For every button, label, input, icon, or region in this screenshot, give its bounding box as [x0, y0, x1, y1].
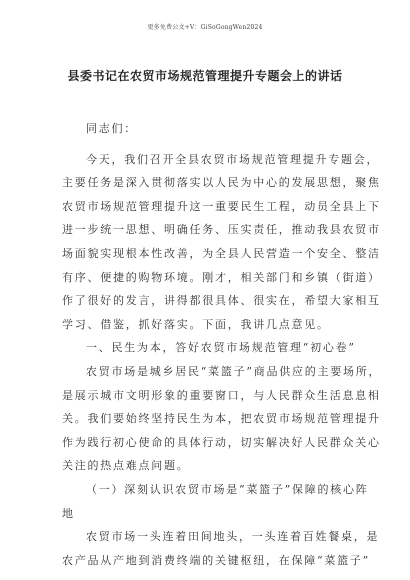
subsection-heading-continuation: 地	[62, 506, 75, 520]
section-heading: 一、民生为本，答好农贸市场规范管理“初心卷”	[86, 341, 356, 355]
body-line: 学习、借鉴，抓好落实。下面，我讲几点意见。	[62, 317, 330, 331]
body-line: 是展示城市文明形象的重要窗口，与人民群众生活息息相	[62, 388, 381, 402]
document-title: 县委书记在农贸市场规范管理提升专题会上的讲话	[67, 69, 343, 83]
body-line: 有序、便捷的购物环境。刚才，相关部门和乡镇（街道）	[62, 270, 381, 284]
body-line: 今天，我们召开全县农贸市场规范管理提升专题会，	[86, 152, 380, 166]
body-line: 关。我们要始终坚持民生为本，把农贸市场规范管理提升	[62, 412, 381, 426]
body-line: 农贸市场一头连着田间地头，一头连着百姓餐桌，是	[86, 530, 380, 544]
document-body	[62, 117, 382, 572]
body-line: 作为践行初心使命的具体行动，切实解决好人民群众关心	[62, 435, 381, 449]
body-line: 农贸市场规范管理提升这一重要民生工程，动员全县上下	[62, 199, 381, 213]
body-line: 主要任务是深入贯彻落实以人民为中心的发展思想，聚焦	[62, 176, 381, 190]
subsection-heading: （一）深刻认识农贸市场是“菜篮子”保障的核心阵	[86, 482, 369, 496]
body-line: 关注的热点难点问题。	[62, 459, 190, 473]
body-line: 进一步统一思想、明确任务、压实责任，推动我县农贸市	[62, 223, 381, 237]
body-line: 作了很好的发言，讲得都很具体、很实在，希望大家相互	[62, 294, 381, 308]
body-line: 场面貌实现根本性改善，为全县人民营造一个安全、整洁	[62, 246, 381, 260]
salutation: 同志们：	[86, 122, 137, 135]
body-line: 农产品从产地到消费终端的关键枢纽，在保障“菜篮子”	[62, 553, 370, 567]
body-line: 农贸市场是城乡居民“菜篮子”商品供应的主要场所，	[86, 364, 382, 378]
header-note: 更多免费公文+V：GiSoGongWen2024	[147, 24, 263, 31]
